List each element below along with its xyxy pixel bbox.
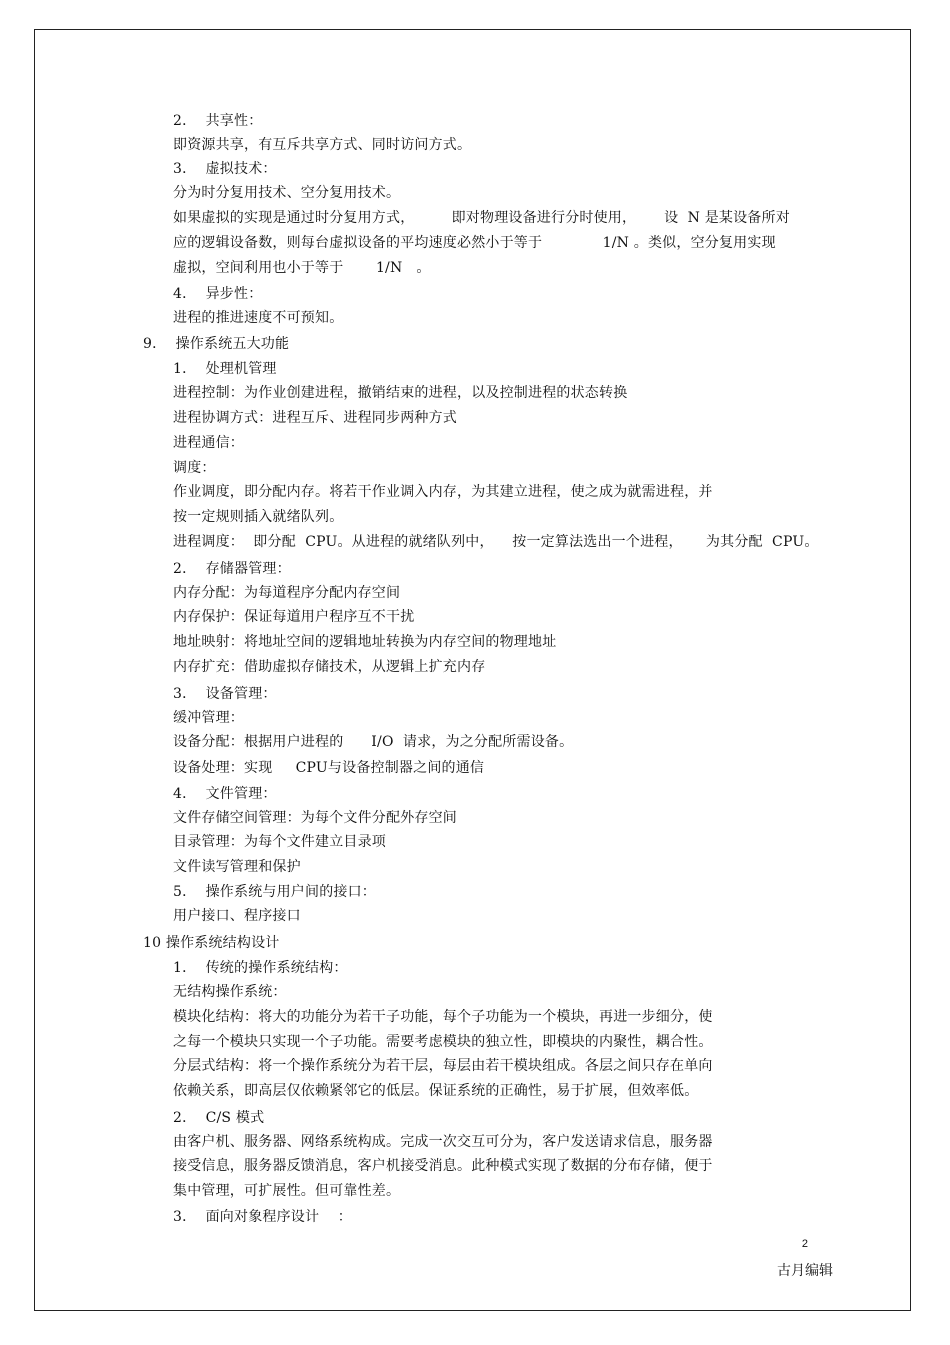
text-line: 进程通信： bbox=[173, 435, 244, 451]
text-line: 设备分配：根据用户进程的 I/O 请求，为之分配所需设备。 bbox=[173, 734, 574, 750]
text-line: 虚拟，空间利用也小于等于 1/N 。 bbox=[173, 260, 431, 276]
text-line: 进程调度： 即分配 CPU。从进程的就绪队列中， 按一定算法选出一个进程， 为其分配 CPU。 bbox=[173, 534, 819, 550]
text-line: 即资源共享，有互斥共享方式、同时访问方式。 bbox=[173, 137, 472, 153]
text-line: 依赖关系，即高层仅依赖紧邻它的低层。保证系统的正确性，易于扩展，但效率低。 bbox=[173, 1083, 699, 1099]
text-line: 应的逻辑设备数，则每台虚拟设备的平均速度必然小于等于 1/N 。类似，空分复用实现 bbox=[173, 235, 776, 251]
text-line: 1． 传统的操作系统结构： bbox=[173, 960, 348, 976]
section-heading: 9． 操作系统五大功能 bbox=[143, 336, 290, 352]
text-line: 如果虚拟的实现是通过时分复用方式， 即对物理设备进行分时使用， 设 N 是某设备所对 bbox=[173, 210, 790, 226]
text-line: 4． 文件管理： bbox=[173, 786, 277, 802]
text-line: 内存保护：保证每道用户程序互不干扰 bbox=[173, 609, 415, 625]
text-line: 进程的推进速度不可预知。 bbox=[173, 310, 344, 326]
text-line: 3． 设备管理： bbox=[173, 686, 277, 702]
text-line: 1． 处理机管理 bbox=[173, 361, 277, 377]
text-line: 5． 操作系统与用户间的接口： bbox=[173, 884, 377, 900]
text-line: 文件存储空间管理：为每个文件分配外存空间 bbox=[173, 810, 457, 826]
text-line: 缓冲管理： bbox=[173, 710, 244, 726]
text-line: 由客户机、服务器、网络系统构成。完成一次交互可分为，客户发送请求信息，服务器 bbox=[173, 1134, 713, 1150]
text-line: 调度： bbox=[173, 460, 216, 476]
footer-editor: 古月编辑 bbox=[777, 1263, 833, 1279]
section-heading: 10 操作系统结构设计 bbox=[143, 935, 280, 951]
text-line: 之每一个模块只实现一个子功能。需要考虑模块的独立性，即模块的内聚性，耦合性。 bbox=[173, 1034, 713, 1050]
text-line: 2． 共享性： bbox=[173, 113, 263, 129]
text-line: 设备处理：实现 CPU与设备控制器之间的通信 bbox=[173, 760, 485, 776]
text-line: 无结构操作系统： bbox=[173, 984, 287, 1000]
text-line: 3． 虚拟技术： bbox=[173, 161, 277, 177]
text-line: 目录管理：为每个文件建立目录项 bbox=[173, 834, 386, 850]
text-line: 分为时分复用技术、空分复用技术。 bbox=[173, 185, 401, 201]
text-line: 内存分配：为每道程序分配内存空间 bbox=[173, 585, 401, 601]
text-line: 作业调度，即分配内存。将若干作业调入内存，为其建立进程，使之成为就需进程，并 bbox=[173, 484, 713, 500]
text-line: 接受信息，服务器反馈消息，客户机接受消息。此种模式实现了数据的分布存储，便于 bbox=[173, 1158, 713, 1174]
text-line: 3． 面向对象程序设计 ： bbox=[173, 1209, 353, 1225]
text-line: 4． 异步性： bbox=[173, 286, 263, 302]
text-line: 模块化结构：将大的功能分为若干子功能，每个子功能为一个模块，再进一步细分，使 bbox=[173, 1009, 713, 1025]
text-line: 进程控制：为作业创建进程，撤销结束的进程，以及控制进程的状态转换 bbox=[173, 385, 628, 401]
text-line: 2． 存储器管理： bbox=[173, 561, 291, 577]
text-line: 按一定规则插入就绪队列。 bbox=[173, 509, 344, 525]
text-line: 地址映射：将地址空间的逻辑地址转换为内存空间的物理地址 bbox=[173, 634, 557, 650]
text-line: 分层式结构：将一个操作系统分为若干层，每层由若干模块组成。各层之间只存在单向 bbox=[173, 1058, 713, 1074]
text-line: 进程协调方式：进程互斥、进程同步两种方式 bbox=[173, 410, 457, 426]
text-line: 集中管理，可扩展性。但可靠性差。 bbox=[173, 1183, 401, 1199]
text-line: 内存扩充：借助虚拟存储技术，从逻辑上扩充内存 bbox=[173, 659, 486, 675]
page-number: 2 bbox=[801, 1238, 808, 1250]
text-line: 2． C/S 模式 bbox=[173, 1110, 265, 1126]
text-line: 用户接口、程序接口 bbox=[173, 908, 301, 924]
text-line: 文件读写管理和保护 bbox=[173, 859, 301, 875]
